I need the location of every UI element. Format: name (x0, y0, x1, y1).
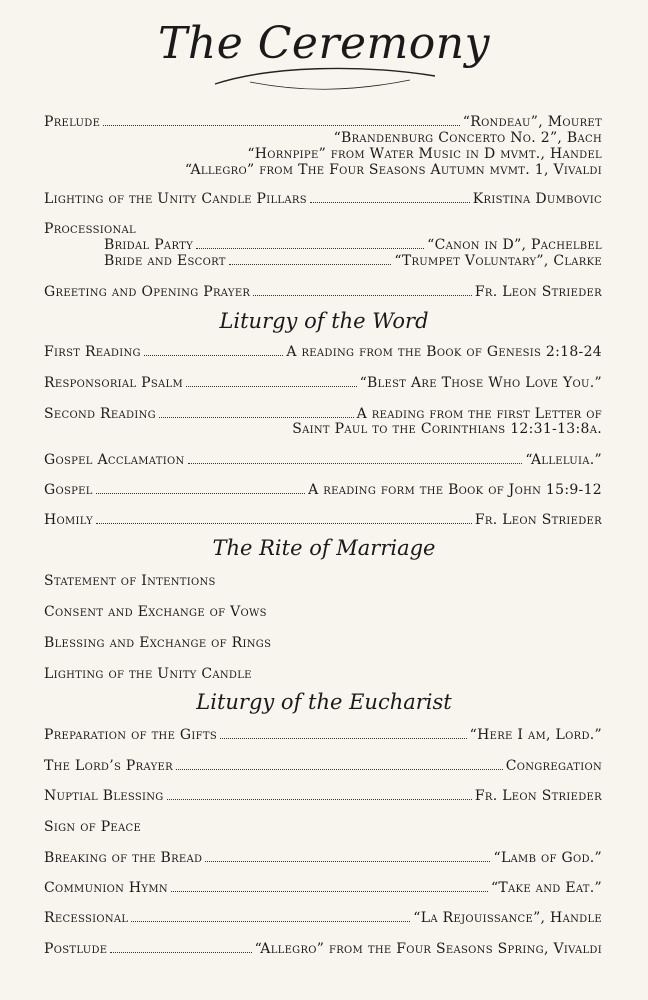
greeting-row: Greeting and Opening Prayer Fr. Leon Strieder (44, 284, 602, 300)
liturgy-eucharist-heading: Liturgy of the Eucharist (196, 690, 452, 714)
leader-dots (96, 482, 305, 494)
leader-dots (220, 727, 467, 739)
nuptial-row: Nuptial Blessing Fr. Leon Strieder (44, 788, 602, 804)
marriage-item: Lighting of the Unity Candle (44, 666, 252, 682)
unity-pillars-row: Lighting of the Unity Candle Pillars Kristina Dumbovic (44, 191, 602, 207)
recessional-row: Recessional “La Rejouissance”, Handle (44, 910, 602, 926)
marriage-item: Blessing and Exchange of Rings (44, 635, 272, 651)
leader-dots (229, 253, 392, 265)
first-reading-row: First Reading A reading from the Book of Genesis 2:18-24 (44, 344, 602, 360)
leader-dots (188, 452, 523, 464)
prelude-piece: “Hornpipe” from Water Music in D mvmt., Handel (247, 146, 602, 162)
prelude-piece: “Rondeau”, Mouret (462, 114, 602, 130)
leader-dots (110, 941, 251, 953)
gospel-row: Gospel A reading form the Book of John 15:9-12 (44, 482, 602, 498)
prelude-piece: “Allegro” from The Four Seasons Autumn mvmt. 1, Vivaldi (184, 162, 602, 178)
leader-dots (205, 850, 490, 862)
leader-dots (144, 344, 283, 356)
leader-dots (96, 512, 472, 524)
rite-marriage-heading: The Rite of Marriage (212, 536, 436, 560)
gifts-row: Preparation of the Gifts “Here I am, Lord.” (44, 727, 602, 743)
acclamation-row: Gospel Acclamation “Alleluia.” (44, 452, 602, 468)
liturgy-word-heading: Liturgy of the Word (219, 309, 429, 333)
leader-dots (171, 880, 488, 892)
leader-dots (159, 406, 354, 418)
prelude-piece: “Brandenburg Concerto No. 2”, Bach (333, 130, 602, 146)
bride-escort-row: Bride and Escort “Trumpet Voluntary”, Clarke (104, 253, 602, 269)
psalm-row: Responsorial Psalm “Blest Are Those Who Love You.” (44, 375, 602, 391)
ceremony-title: The Ceremony (158, 18, 490, 69)
lords-prayer-row: The Lord’s Prayer Congregation (44, 758, 602, 774)
marriage-item: Statement of Intentions (44, 573, 216, 589)
bread-row: Breaking of the Bread “Lamb of God.” (44, 850, 602, 866)
bridal-party-row: Bridal Party “Canon in D”, Pachelbel (104, 237, 602, 253)
peace-label: Sign of Peace (44, 819, 142, 835)
second-reading-row: Second Reading A reading from the first Letter of (44, 406, 602, 422)
prelude-label: Prelude (44, 114, 101, 130)
marriage-item: Consent and Exchange of Vows (44, 604, 267, 620)
homily-row: Homily Fr. Leon Strieder (44, 512, 602, 528)
title-flourish (210, 62, 440, 102)
leader-dots (167, 788, 472, 800)
leader-dots (253, 284, 472, 296)
hymn-row: Communion Hymn “Take and Eat.” (44, 880, 602, 896)
leader-dots (186, 375, 357, 387)
leader-dots (176, 758, 503, 770)
postlude-row: Postlude “Allegro” from the Four Seasons Spring, Vivaldi (44, 941, 602, 957)
second-reading-continuation: Saint Paul to the Corinthians 12:31-13:8a. (292, 421, 602, 437)
leader-dots (310, 191, 470, 203)
leader-dots (131, 910, 410, 922)
prelude-row (44, 114, 602, 130)
processional-label: Processional (44, 221, 136, 237)
leader-dots (103, 114, 460, 126)
leader-dots (196, 237, 424, 249)
